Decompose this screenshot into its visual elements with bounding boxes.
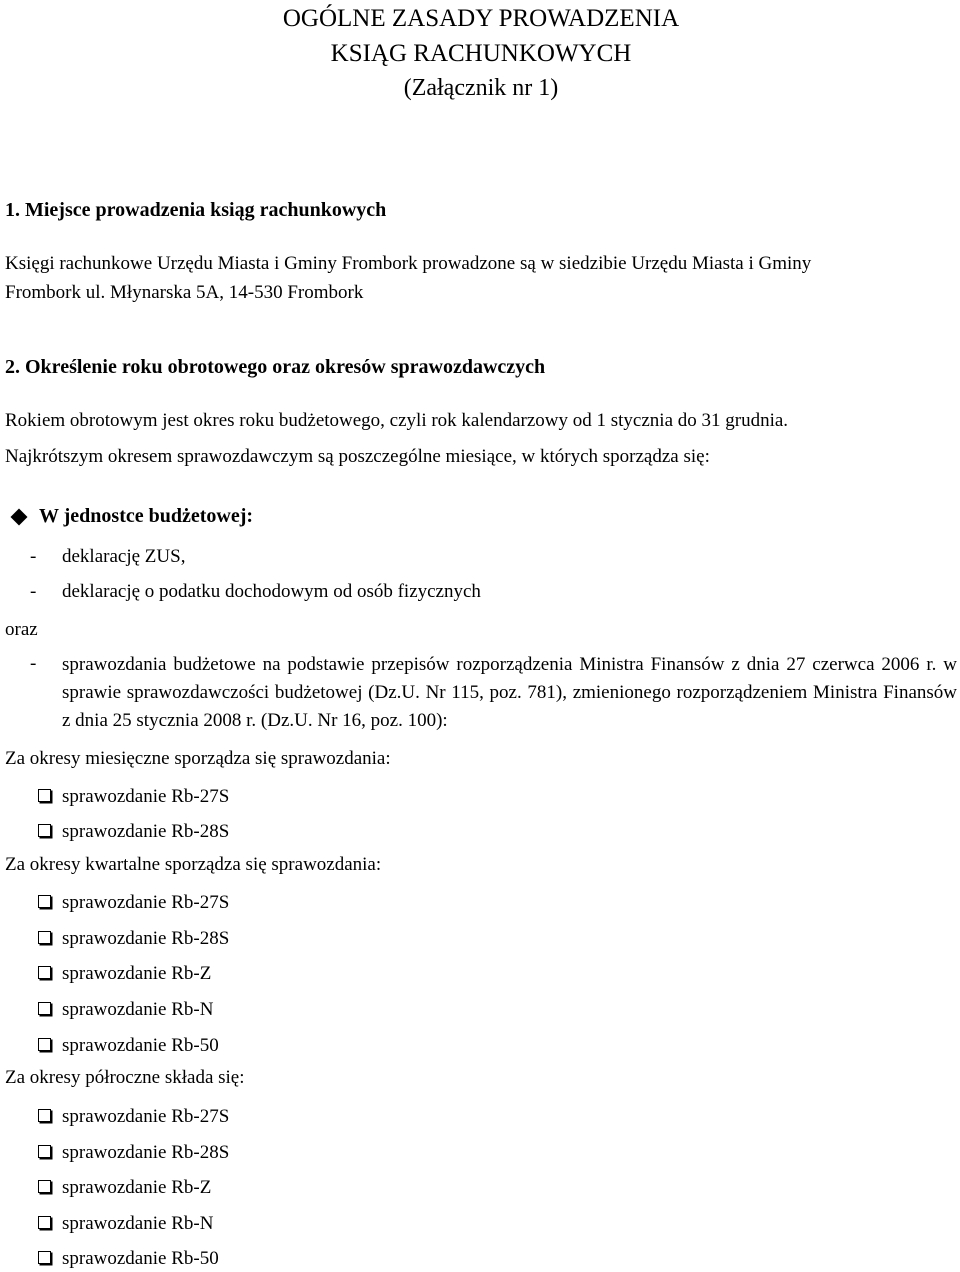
section-2-line-1: Rokiem obrotowym jest okres roku budżetowego, czyli rok kalendarzowy od 1 stycznia do 31 grudnia. [5,410,789,431]
oraz-text: oraz [5,619,38,640]
list-item-text: sprawozdanie Rb-27S [62,786,230,807]
dash-item-text: deklarację ZUS, [62,546,186,567]
section-1-line-1: Księgi rachunkowe Urzędu Miasta i Gminy Frombork prowadzone są w siedzibie Urzędu Miasta i Gminy [5,253,812,274]
dash-bullet-icon: - [30,653,37,674]
dash-item-text: deklarację o podatku dochodowym od osób fizycznych [62,581,481,602]
title-line-2: KSIĄG RACHUNKOWYCH [330,40,632,67]
unit-heading: W jednostce budżetowej: [39,505,254,527]
checkbox-bullet-icon [38,789,51,802]
budget-item-text: sprawozdania budżetowe na podstawie przepisów rozporządzenia Ministra Finansów z dnia 27 czerwca 2006 r. w sprawie sprawozdawczości budżetowej (Dz.U. Nr 115, poz. 781), zmienionego rozporządzeniem Ministra Finansów z dnia 25 stycznia 2008 r. (Dz.U. Nr 16, poz. 100): [62,654,957,731]
list-item-text: sprawozdanie Rb-28S [62,821,230,842]
title-line-1: OGÓLNE ZASADY PROWADZENIA [282,5,680,32]
checkbox-bullet-icon [38,1038,51,1051]
diamond-bullet-icon [11,508,28,525]
checkbox-bullet-icon [38,1180,51,1193]
section-1-line-2: Frombork ul. Młynarska 5A, 14-530 Frombork [5,282,364,303]
quarterly-label: Za okresy kwartalne sporządza się sprawozdania: [5,854,382,875]
unit-heading-row [5,504,253,529]
checkbox-bullet-icon [38,1145,51,1158]
list-item-text: sprawozdanie Rb-50 [62,1035,219,1056]
document-title [5,1,957,106]
title-line-3: (Załącznik nr 1) [403,75,559,101]
section-2-heading: 2. Określenie roku obrotowego oraz okresów sprawozdawczych [5,356,546,378]
checkbox-bullet-icon [38,1251,51,1264]
halfyear-label: Za okresy półroczne składa się: [5,1067,245,1088]
checkbox-bullet-icon [38,966,51,979]
section-2-line-2: Najkrótszym okresem sprawozdawczym są poszczególne miesiące, w których sporządza się: [5,446,710,467]
list-item-text: sprawozdanie Rb-50 [62,1248,219,1269]
monthly-label: Za okresy miesięczne sporządza się sprawozdania: [5,748,391,769]
checkbox-bullet-icon [38,824,51,837]
checkbox-bullet-icon [38,1109,51,1122]
list-item-text: sprawozdanie Rb-28S [62,1142,230,1163]
list-item-text: sprawozdanie Rb-Z [62,963,212,984]
checkbox-bullet-icon [38,931,51,944]
checkbox-bullet-icon [38,1216,51,1229]
dash-bullet-icon: - [30,581,37,602]
section-1-heading: 1. Miejsce prowadzenia ksiąg rachunkowych [5,199,387,221]
list-item-text: sprawozdanie Rb-27S [62,892,230,913]
list-item-text: sprawozdanie Rb-N [62,1213,214,1234]
checkbox-bullet-icon [38,1002,51,1015]
list-item-text: sprawozdanie Rb-Z [62,1177,212,1198]
list-item-text: sprawozdanie Rb-27S [62,1106,230,1127]
list-item-text: sprawozdanie Rb-N [62,999,214,1020]
document-page [5,0,957,1269]
checkbox-bullet-icon [38,895,51,908]
list-item-text: sprawozdanie Rb-28S [62,928,230,949]
dash-bullet-icon: - [30,546,37,567]
